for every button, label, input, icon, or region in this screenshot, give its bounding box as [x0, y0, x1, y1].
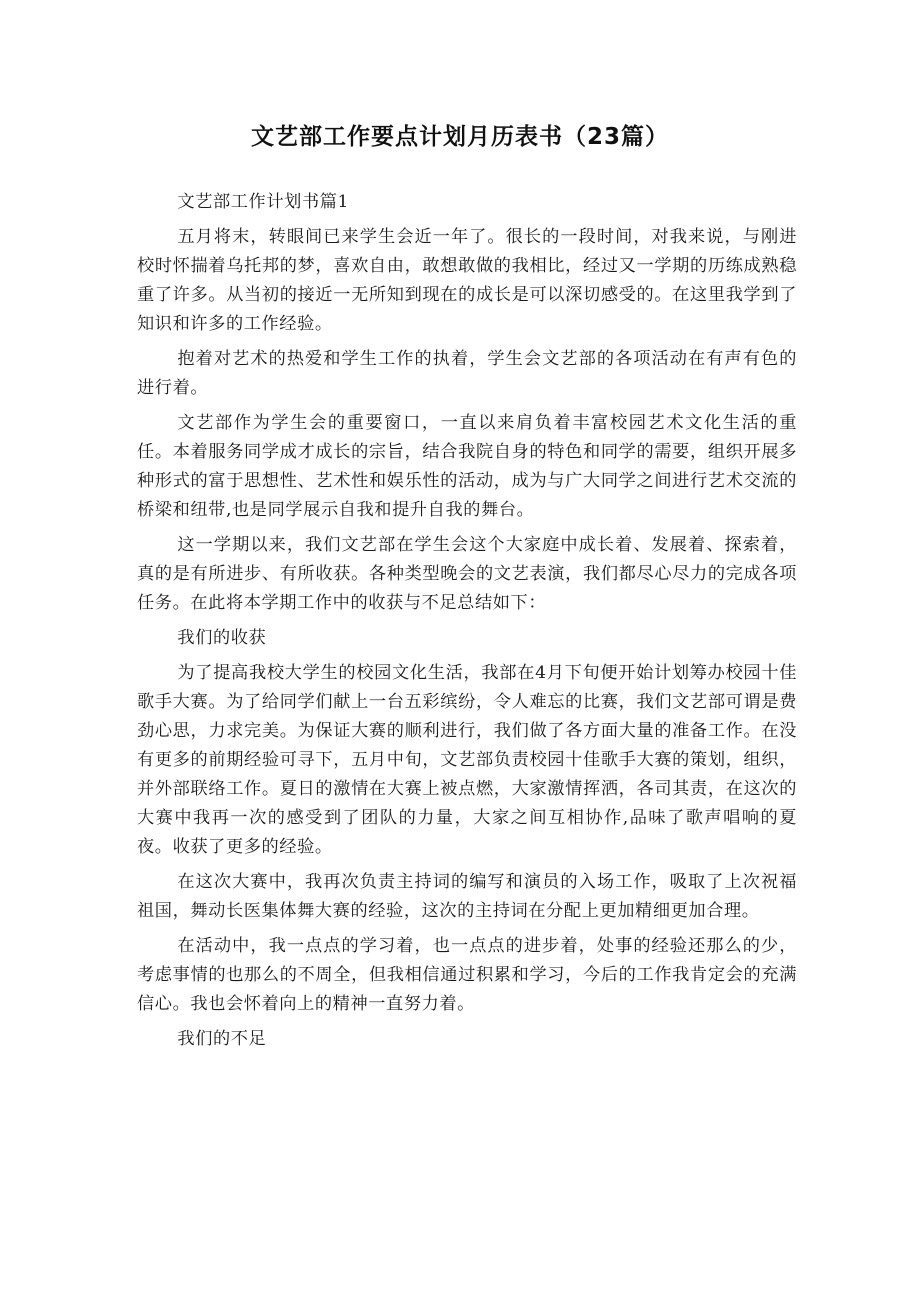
body-paragraph: 文艺部作为学生会的重要窗口，一直以来肩负着丰富校园艺术文化生活的重任。本着服务同学成才成长的宗旨，结合我院自身的特色和同学的需要，组织开展多种形式的富于思想性、艺术性和娱乐性的活动，成为与广大同学之间进行艺术交流的桥梁和纽带,也是同学展示自我和提升自我的舞台。 [137, 413, 797, 520]
body-paragraph: 在这次大赛中，我再次负责主持词的编写和演员的入场工作，吸取了上次祝福祖国，舞动长医集体舞大赛的经验，这次的主持词在分配上更加精细更加合理。 [137, 872, 797, 921]
body-paragraph: 五月将末，转眼间已来学生会近一年了。很长的一段时间，对我来说，与刚进校时怀揣着乌托邦的梦，喜欢自由，敢想敢做的我相比，经过又一学期的历练成熟稳重了许多。从当初的接近一无所知到现在的成长是可以深切感受的。在这里我学到了知识和许多的工作经验。 [137, 227, 797, 334]
body-paragraph: 抱着对艺术的热爱和学生工作的执着，学生会文艺部的各项活动在有声有色的进行着。 [137, 349, 797, 398]
document-title: 文艺部工作要点计划月历表书（23篇） [250, 124, 669, 150]
section-heading: 我们的不足 [177, 1029, 267, 1049]
body-paragraph: 为了提高我校大学生的校园文化生活，我部在4月下旬便开始计划筹办校园十佳歌手大赛。为了给同学们献上一台五彩缤纷，令人难忘的比赛，我们文艺部可谓是费劲心思，力求完美。为保证大赛的顺利进行，我们做了各方面大量的准备工作。在没有更多的前期经验可寻下，五月中旬，文艺部负责校园十佳歌手大赛的策划，组织，并外部联络工作。夏日的激情在大赛上被点燃，大家激情挥洒，各司其责，在这次的大赛中我再一次的感受到了团队的力量，大家之间互相协作,品味了歌声唱响的夏夜。收获了更多的经验。 [137, 663, 797, 857]
body-paragraph: 这一学期以来，我们文艺部在学生会这个大家庭中成长着、发展着、探索着，真的是有所进步、有所收获。各种类型晚会的文艺表演，我们都尽心尽力的完成各项任务。在此将本学期工作中的收获与不足总结如下： [137, 535, 797, 613]
section-heading: 文艺部工作计划书篇1 [177, 192, 350, 212]
body-paragraph: 在活动中，我一点点的学习着，也一点点的进步着，处事的经验还那么的少，考虑事情的也那么的不周全，但我相信通过积累和学习，今后的工作我肯定会的充满信心。我也会怀着向上的精神一直努力着。 [137, 936, 797, 1014]
document-body [137, 188, 797, 1060]
section-heading: 我们的收获 [177, 628, 267, 648]
